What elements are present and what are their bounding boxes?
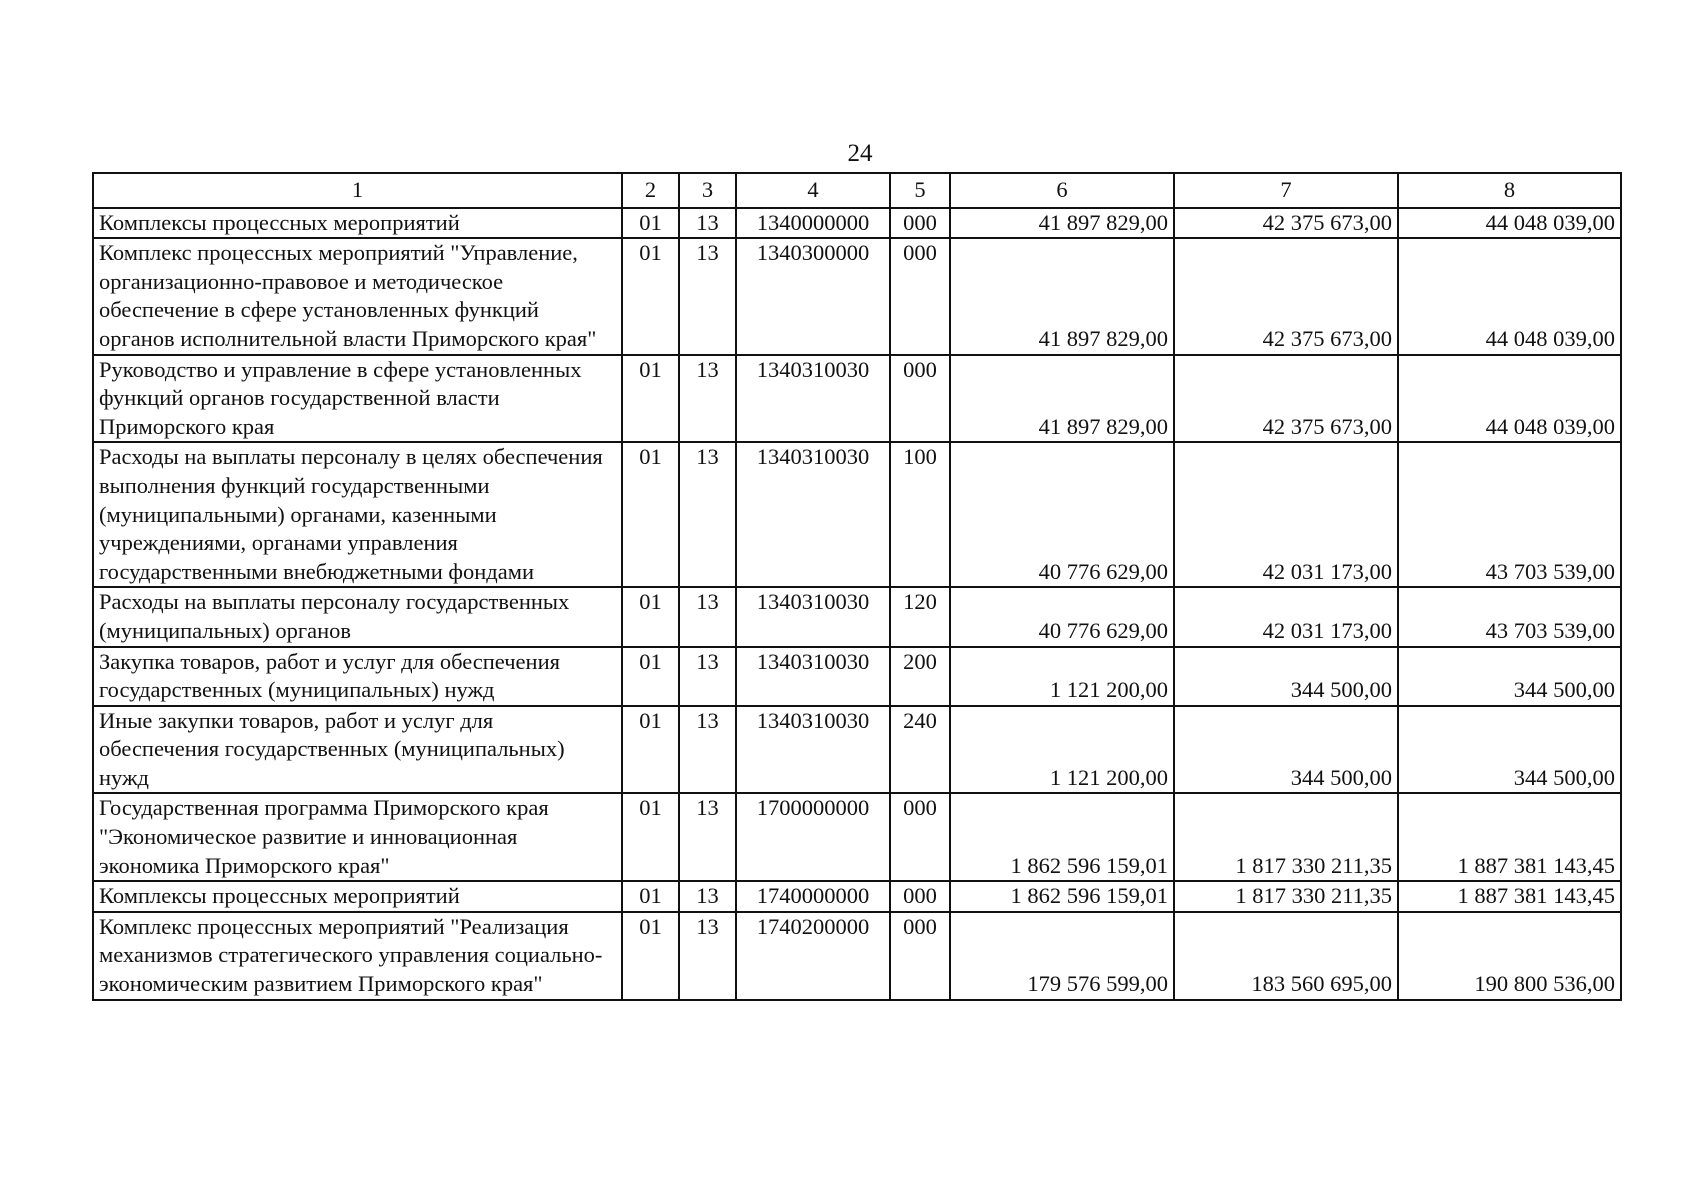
- table-header-row: [93, 173, 1621, 208]
- amount-col8-cell: 190 800 536,00: [1398, 912, 1621, 1000]
- amount-col7-cell: 1 817 330 211,35: [1174, 881, 1398, 912]
- amount-col8-cell: 43 703 539,00: [1398, 587, 1621, 646]
- amount-col7-cell: 344 500,00: [1174, 706, 1398, 794]
- header-cell: 6: [950, 173, 1174, 208]
- table-row: [93, 208, 1621, 239]
- item-name-cell: Комплекс процессных мероприятий "Реализация механизмов стратегического управления социально-экономическим развитием Приморского края": [93, 912, 622, 1000]
- target-article-cell: 1340310030: [736, 647, 890, 706]
- header-cell: 2: [622, 173, 679, 208]
- section-code-cell: 01: [622, 793, 679, 881]
- subsection-code-cell: 13: [679, 647, 736, 706]
- subsection-code-cell: 13: [679, 208, 736, 239]
- table-row: [93, 442, 1621, 587]
- expense-type-cell: 000: [890, 355, 950, 443]
- amount-col6-cell: 1 121 200,00: [950, 647, 1174, 706]
- amount-col6-cell: 179 576 599,00: [950, 912, 1174, 1000]
- subsection-code-cell: 13: [679, 355, 736, 443]
- amount-col6-cell: 41 897 829,00: [950, 355, 1174, 443]
- item-name-cell: Комплекс процессных мероприятий "Управление, организационно-правовое и методическое обеспечение в сфере установленных функций органов исполнительной власти Приморского края": [93, 238, 622, 354]
- subsection-code-cell: 13: [679, 881, 736, 912]
- amount-col7-cell: 344 500,00: [1174, 647, 1398, 706]
- subsection-code-cell: 13: [679, 238, 736, 354]
- item-name-cell: Закупка товаров, работ и услуг для обеспечения государственных (муниципальных) нужд: [93, 647, 622, 706]
- amount-col8-cell: 344 500,00: [1398, 647, 1621, 706]
- budget-table: [92, 172, 1622, 1001]
- amount-col8-cell: 44 048 039,00: [1398, 208, 1621, 239]
- section-code-cell: 01: [622, 208, 679, 239]
- item-name-cell: Расходы на выплаты персоналу государственных (муниципальных) органов: [93, 587, 622, 646]
- item-name-cell: Государственная программа Приморского края "Экономическое развитие и инновационная экономика Приморского края": [93, 793, 622, 881]
- amount-col6-cell: 40 776 629,00: [950, 442, 1174, 587]
- subsection-code-cell: 13: [679, 442, 736, 587]
- section-code-cell: 01: [622, 238, 679, 354]
- target-article-cell: 1340310030: [736, 442, 890, 587]
- expense-type-cell: 000: [890, 208, 950, 239]
- item-name-cell: Расходы на выплаты персоналу в целях обеспечения выполнения функций государственными (муниципальными) органами, казенными учреждениями, органами управления государственными внебюджетными фондами: [93, 442, 622, 587]
- expense-type-cell: 100: [890, 442, 950, 587]
- section-code-cell: 01: [622, 912, 679, 1000]
- amount-col6-cell: 41 897 829,00: [950, 208, 1174, 239]
- amount-col7-cell: 42 375 673,00: [1174, 238, 1398, 354]
- subsection-code-cell: 13: [679, 587, 736, 646]
- amount-col7-cell: 1 817 330 211,35: [1174, 793, 1398, 881]
- expense-type-cell: 000: [890, 881, 950, 912]
- section-code-cell: 01: [622, 881, 679, 912]
- amount-col6-cell: 1 862 596 159,01: [950, 793, 1174, 881]
- header-cell: 1: [93, 173, 622, 208]
- amount-col8-cell: 44 048 039,00: [1398, 355, 1621, 443]
- target-article-cell: 1740000000: [736, 881, 890, 912]
- section-code-cell: 01: [622, 442, 679, 587]
- item-name-cell: Руководство и управление в сфере установленных функций органов государственной власти Приморского края: [93, 355, 622, 443]
- expense-type-cell: 240: [890, 706, 950, 794]
- amount-col7-cell: 183 560 695,00: [1174, 912, 1398, 1000]
- target-article-cell: 1340300000: [736, 238, 890, 354]
- target-article-cell: 1340310030: [736, 706, 890, 794]
- amount-col8-cell: 1 887 381 143,45: [1398, 881, 1621, 912]
- section-code-cell: 01: [622, 647, 679, 706]
- amount-col8-cell: 44 048 039,00: [1398, 238, 1621, 354]
- table-row: [93, 706, 1621, 794]
- expense-type-cell: 000: [890, 793, 950, 881]
- amount-col6-cell: 40 776 629,00: [950, 587, 1174, 646]
- expense-type-cell: 000: [890, 912, 950, 1000]
- section-code-cell: 01: [622, 355, 679, 443]
- table-row: [93, 587, 1621, 646]
- amount-col7-cell: 42 031 173,00: [1174, 587, 1398, 646]
- target-article-cell: 1700000000: [736, 793, 890, 881]
- table-body: [93, 208, 1621, 1000]
- table-row: [93, 793, 1621, 881]
- table-row: [93, 355, 1621, 443]
- amount-col6-cell: 1 121 200,00: [950, 706, 1174, 794]
- target-article-cell: 1340000000: [736, 208, 890, 239]
- expense-type-cell: 120: [890, 587, 950, 646]
- section-code-cell: 01: [622, 706, 679, 794]
- target-article-cell: 1340310030: [736, 587, 890, 646]
- subsection-code-cell: 13: [679, 912, 736, 1000]
- header-cell: 3: [679, 173, 736, 208]
- table-row: [93, 881, 1621, 912]
- amount-col8-cell: 344 500,00: [1398, 706, 1621, 794]
- item-name-cell: Комплексы процессных мероприятий: [93, 881, 622, 912]
- amount-col7-cell: 42 375 673,00: [1174, 208, 1398, 239]
- amount-col6-cell: 1 862 596 159,01: [950, 881, 1174, 912]
- header-cell: 8: [1398, 173, 1621, 208]
- amount-col8-cell: 43 703 539,00: [1398, 442, 1621, 587]
- table-row: [93, 647, 1621, 706]
- amount-col6-cell: 41 897 829,00: [950, 238, 1174, 354]
- amount-col8-cell: 1 887 381 143,45: [1398, 793, 1621, 881]
- item-name-cell: Комплексы процессных мероприятий: [93, 208, 622, 239]
- expense-type-cell: 000: [890, 238, 950, 354]
- header-cell: 4: [736, 173, 890, 208]
- subsection-code-cell: 13: [679, 706, 736, 794]
- amount-col7-cell: 42 031 173,00: [1174, 442, 1398, 587]
- section-code-cell: 01: [622, 587, 679, 646]
- expense-type-cell: 200: [890, 647, 950, 706]
- item-name-cell: Иные закупки товаров, работ и услуг для обеспечения государственных (муниципальных) нужд: [93, 706, 622, 794]
- target-article-cell: 1340310030: [736, 355, 890, 443]
- page-number: 24: [847, 140, 873, 167]
- subsection-code-cell: 13: [679, 793, 736, 881]
- table-row: [93, 912, 1621, 1000]
- target-article-cell: 1740200000: [736, 912, 890, 1000]
- header-cell: 7: [1174, 173, 1398, 208]
- header-cell: 5: [890, 173, 950, 208]
- amount-col7-cell: 42 375 673,00: [1174, 355, 1398, 443]
- table-row: [93, 238, 1621, 354]
